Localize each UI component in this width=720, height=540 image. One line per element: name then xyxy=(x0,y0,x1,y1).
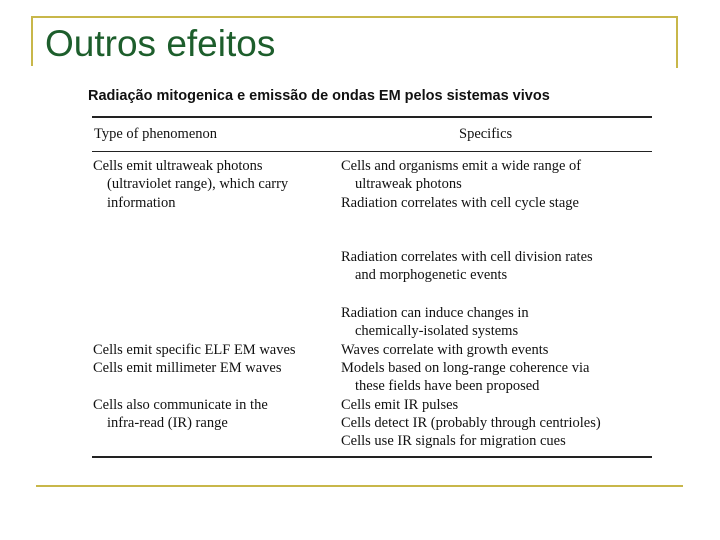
specifics-cell xyxy=(341,157,581,194)
phenomenon-cell xyxy=(93,359,281,377)
specifics-line: Models based on long-range coherence via xyxy=(341,360,590,376)
specifics-cell xyxy=(341,414,601,432)
specifics-line: these fields have been proposed xyxy=(355,378,540,395)
specifics-cell xyxy=(341,396,458,414)
specifics-line: Radiation can induce changes in xyxy=(341,305,529,321)
table-top-rule xyxy=(92,116,652,118)
slide-frame-bottom-line xyxy=(36,485,683,487)
phenomenon-line: infra-read (IR) range xyxy=(107,415,228,432)
table-bottom-rule xyxy=(92,456,652,458)
column-header-specifics: Specifics xyxy=(459,126,513,142)
slide-frame-right-line xyxy=(676,16,678,68)
phenomenon-cell xyxy=(93,341,296,359)
column-header-phenomenon: Type of phenomenon xyxy=(94,126,218,142)
slide-frame-left-line xyxy=(31,16,33,66)
phenomenon-line: Cells emit millimeter EM waves xyxy=(93,360,282,376)
table-caption: Radiação mitogenica e emissão de ondas EM pelos sistemas vivos xyxy=(88,88,550,104)
specifics-line: and morphogenetic events xyxy=(355,267,508,284)
specifics-line: Cells emit IR pulses xyxy=(341,397,459,413)
phenomenon-line: Cells also communicate in the xyxy=(93,397,268,413)
slide-title: Outros efeitos xyxy=(45,23,276,64)
specifics-cell xyxy=(341,341,548,359)
specifics-line: Cells and organisms emit a wide range of xyxy=(341,158,582,174)
specifics-cell xyxy=(341,248,593,285)
phenomenon-line: (ultraviolet range), which carry xyxy=(107,176,289,193)
phenomenon-line: Cells emit ultraweak photons xyxy=(93,158,263,174)
specifics-line: Cells use IR signals for migration cues xyxy=(341,433,566,449)
specifics-line: chemically-isolated systems xyxy=(355,323,519,340)
specifics-line: Waves correlate with growth events xyxy=(341,342,549,358)
specifics-line: Radiation correlates with cell cycle stage xyxy=(341,195,579,211)
phenomenon-line: information xyxy=(107,194,176,211)
slide-frame-top-line xyxy=(31,16,677,18)
phenomenon-cell xyxy=(93,396,268,433)
specifics-cell xyxy=(341,194,579,212)
table-header-rule xyxy=(92,151,652,152)
phenomenon-line: Cells emit specific ELF EM waves xyxy=(93,342,296,358)
specifics-line: Cells detect IR (probably through centrioles) xyxy=(341,415,601,431)
specifics-cell xyxy=(341,304,529,341)
specifics-line: Radiation correlates with cell division rates xyxy=(341,249,593,265)
phenomenon-cell xyxy=(93,157,288,212)
specifics-cell xyxy=(341,432,566,450)
specifics-cell xyxy=(341,359,589,396)
specifics-line: ultraweak photons xyxy=(355,176,462,193)
